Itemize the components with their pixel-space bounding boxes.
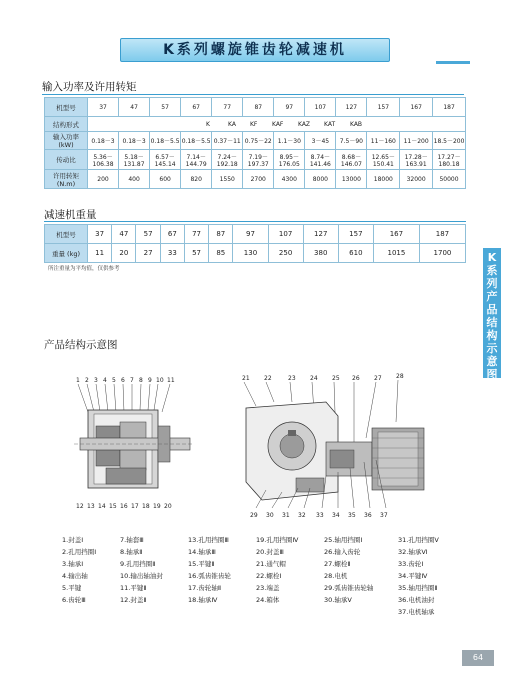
spec-table-power bbox=[44, 97, 466, 189]
table-cell: 37 bbox=[88, 225, 112, 244]
table-cell: 1.1－30 bbox=[274, 132, 305, 150]
side-tab-char: 产 bbox=[486, 290, 498, 303]
part-item: 10.输出轴油封 bbox=[120, 572, 163, 580]
part-item: 23.端盖 bbox=[256, 584, 280, 592]
callouts-bottom bbox=[76, 503, 172, 510]
table-cell: 47 bbox=[119, 98, 150, 117]
part-item: 11.平键Ⅱ bbox=[120, 584, 147, 592]
table-cell: 8.95－176.05 bbox=[274, 150, 305, 170]
table-cell: 127 bbox=[303, 225, 338, 244]
table-cell: 11－160 bbox=[367, 132, 400, 150]
table-cell: 8000 bbox=[305, 170, 336, 189]
table-cell: 27 bbox=[136, 244, 160, 263]
callout-label: 28 bbox=[396, 373, 404, 380]
callout-label: 17 bbox=[131, 503, 139, 510]
table-cell: 7.24－192.18 bbox=[212, 150, 243, 170]
weight-note: 所注重量为平均值，仅供参考 bbox=[48, 266, 120, 272]
part-item: 13.孔用挡圈Ⅲ bbox=[188, 536, 229, 544]
part-item: 20.封盖Ⅲ bbox=[256, 548, 284, 556]
side-tab-char: 图 bbox=[486, 368, 498, 381]
callout-label: 16 bbox=[120, 503, 128, 510]
table-cell: 12.65－150.41 bbox=[367, 150, 400, 170]
table-cell: 11－200 bbox=[400, 132, 433, 150]
table-cell: 250 bbox=[268, 244, 303, 263]
callout-label: 6 bbox=[121, 377, 125, 384]
table-cell: 18.5－200 bbox=[433, 132, 466, 150]
table-cell: 97 bbox=[274, 98, 305, 117]
callout-label: 7 bbox=[130, 377, 134, 384]
callout-label: 15 bbox=[109, 503, 117, 510]
table-row-torque bbox=[45, 170, 466, 189]
side-tab-char: K bbox=[487, 251, 497, 264]
part-item: 9.孔用挡圈Ⅱ bbox=[120, 560, 156, 568]
table-cell: 87 bbox=[243, 98, 274, 117]
table-cell: 5.36－106.38 bbox=[88, 150, 119, 170]
table-cell: 200 bbox=[88, 170, 119, 189]
part-item: 22.螺栓Ⅰ bbox=[256, 572, 282, 580]
table-cell: 57 bbox=[136, 225, 160, 244]
section-title-structure: 产品结构示意图 bbox=[44, 339, 118, 351]
table-cell-forms bbox=[88, 117, 466, 132]
table-row-model bbox=[45, 98, 466, 117]
side-tab-char: 意 bbox=[486, 355, 498, 368]
callout-label: 34 bbox=[332, 512, 340, 519]
table-cell: 0.75－22 bbox=[243, 132, 274, 150]
side-tab-char: 品 bbox=[486, 303, 498, 316]
table-cell: 0.18－3 bbox=[119, 132, 150, 150]
table-cell: 0.37－11 bbox=[212, 132, 243, 150]
part-item: 8.轴承Ⅱ bbox=[120, 548, 143, 556]
form-item: KAF bbox=[272, 120, 284, 128]
parts-column bbox=[324, 534, 373, 606]
part-item: 2.孔用挡圈Ⅰ bbox=[62, 548, 97, 556]
table-cell: 130 bbox=[233, 244, 268, 263]
gearbox-section-drawing bbox=[74, 410, 194, 488]
page-number: 64 bbox=[462, 650, 494, 666]
table-cell: 17.28－163.91 bbox=[400, 150, 433, 170]
table-cell: 400 bbox=[119, 170, 150, 189]
callout-label: 26 bbox=[352, 375, 360, 382]
table-cell: 20 bbox=[112, 244, 136, 263]
part-item: 30.轴承Ⅴ bbox=[324, 596, 352, 604]
table-cell: 1550 bbox=[212, 170, 243, 189]
table-cell: 18000 bbox=[367, 170, 400, 189]
form-item: KAB bbox=[350, 120, 363, 128]
part-item: 25.轴用挡圈Ⅰ bbox=[324, 536, 363, 544]
table-cell: 167 bbox=[400, 98, 433, 117]
part-item: 29.弧齿锥齿轮轴 bbox=[324, 584, 374, 592]
callout-label: 29 bbox=[250, 512, 258, 519]
side-tab-char: 结 bbox=[486, 316, 498, 329]
table-cell: 187 bbox=[433, 98, 466, 117]
part-item: 1.封盖Ⅰ bbox=[62, 536, 84, 544]
gearbox-motor-drawing bbox=[246, 402, 424, 500]
part-item: 34.平键Ⅳ bbox=[398, 572, 428, 580]
callout-label: 36 bbox=[364, 512, 372, 519]
table-cell: 4300 bbox=[274, 170, 305, 189]
table-cell: 50000 bbox=[433, 170, 466, 189]
callout-label: 8 bbox=[139, 377, 143, 384]
table-cell: 127 bbox=[336, 98, 367, 117]
table-cell: 17.27－180.18 bbox=[433, 150, 466, 170]
table-cell: 7.19－197.37 bbox=[243, 150, 274, 170]
part-item: 4.输出轴 bbox=[62, 572, 88, 580]
part-item: 19.孔用挡圈Ⅳ bbox=[256, 536, 299, 544]
part-item: 26.输入齿轮 bbox=[324, 548, 361, 556]
callout-label: 2 bbox=[85, 377, 89, 384]
table-cell: 85 bbox=[209, 244, 233, 263]
part-item: 3.轴承Ⅰ bbox=[62, 560, 84, 568]
callout-label: 13 bbox=[87, 503, 95, 510]
section-divider bbox=[42, 94, 464, 95]
callout-label: 32 bbox=[298, 512, 306, 519]
table-cell: 97 bbox=[233, 225, 268, 244]
part-item: 32.轴承Ⅵ bbox=[398, 548, 428, 556]
callouts-bottom bbox=[250, 512, 388, 519]
callout-label: 23 bbox=[288, 375, 296, 382]
table-cell: 157 bbox=[338, 225, 373, 244]
callout-label: 10 bbox=[156, 377, 164, 384]
callout-label: 31 bbox=[282, 512, 290, 519]
part-item: 27.螺栓Ⅱ bbox=[324, 560, 351, 568]
callout-label: 9 bbox=[148, 377, 152, 384]
callout-label: 19 bbox=[153, 503, 161, 510]
callout-label: 11 bbox=[167, 377, 175, 384]
parts-column bbox=[256, 534, 298, 606]
callout-label: 14 bbox=[98, 503, 106, 510]
part-item: 31.孔用挡圈Ⅴ bbox=[398, 536, 439, 544]
parts-column bbox=[62, 534, 96, 606]
callout-label: 30 bbox=[266, 512, 274, 519]
callout-label: 3 bbox=[94, 377, 98, 384]
part-item: 33.齿轮Ⅰ bbox=[398, 560, 424, 568]
callouts-top bbox=[242, 373, 404, 382]
section-title-input-power: 输入功率及许用转矩 bbox=[42, 81, 137, 93]
table-header-torque: 许用转矩 (N.m) bbox=[45, 170, 88, 189]
table-row-form bbox=[45, 117, 466, 132]
part-item: 5.平键 bbox=[62, 584, 82, 592]
table-cell: 77 bbox=[184, 225, 208, 244]
diagram-cross-section bbox=[66, 372, 196, 512]
form-item: KA bbox=[228, 120, 236, 128]
table-cell: 5.18－131.87 bbox=[119, 150, 150, 170]
callout-label: 18 bbox=[142, 503, 150, 510]
table-cell: 600 bbox=[150, 170, 181, 189]
side-tab-char: 列 bbox=[486, 277, 498, 290]
part-item: 36.电机油封 bbox=[398, 596, 435, 604]
table-row-model bbox=[45, 225, 466, 244]
part-item: 15.平键Ⅱ bbox=[188, 560, 215, 568]
callout-label: 4 bbox=[103, 377, 107, 384]
table-cell: 8.68－146.07 bbox=[336, 150, 367, 170]
table-cell: 33 bbox=[160, 244, 184, 263]
form-item: K bbox=[206, 120, 210, 128]
table-cell: 57 bbox=[150, 98, 181, 117]
side-tab-char: 示 bbox=[486, 342, 498, 355]
page-banner-title: K系列螺旋锥齿轮减速机 bbox=[120, 38, 390, 62]
table-header-power: 输入功率 (kW) bbox=[45, 132, 88, 150]
table-cell: 32000 bbox=[400, 170, 433, 189]
table-row-ratio bbox=[45, 150, 466, 170]
form-item: KF bbox=[250, 120, 258, 128]
table-cell: 107 bbox=[305, 98, 336, 117]
table-cell: 2700 bbox=[243, 170, 274, 189]
callout-label: 1 bbox=[76, 377, 80, 384]
table-header-ratio: 传动比 bbox=[45, 150, 88, 170]
table-cell: 57 bbox=[184, 244, 208, 263]
table-cell: 6.57－145.14 bbox=[150, 150, 181, 170]
table-cell: 0.18－3 bbox=[88, 132, 119, 150]
part-item: 12.封盖Ⅱ bbox=[120, 596, 147, 604]
table-cell: 11 bbox=[88, 244, 112, 263]
table-header-form: 结构形式 bbox=[45, 117, 88, 132]
table-row-weight bbox=[45, 244, 466, 263]
table-row-power bbox=[45, 132, 466, 150]
callout-label: 20 bbox=[164, 503, 172, 510]
table-cell: 8.74－141.46 bbox=[305, 150, 336, 170]
table-cell: 7.5－90 bbox=[336, 132, 367, 150]
callout-label: 37 bbox=[380, 512, 388, 519]
part-item: 7.轴套Ⅲ bbox=[120, 536, 144, 544]
part-item: 28.电机 bbox=[324, 572, 348, 580]
table-cell: 47 bbox=[112, 225, 136, 244]
callout-label: 12 bbox=[76, 503, 84, 510]
table-header-model: 机型号 bbox=[45, 98, 88, 117]
table-cell: 0.18－5.5 bbox=[181, 132, 212, 150]
table-cell: 37 bbox=[88, 98, 119, 117]
side-category-tab bbox=[483, 248, 501, 381]
table-cell: 187 bbox=[419, 225, 465, 244]
callout-label: 33 bbox=[316, 512, 324, 519]
parts-column bbox=[188, 534, 231, 606]
section-divider bbox=[44, 221, 466, 222]
part-item: 14.轴承Ⅲ bbox=[188, 548, 216, 556]
table-cell: 610 bbox=[338, 244, 373, 263]
callout-label: 27 bbox=[374, 375, 382, 382]
parts-column bbox=[398, 534, 439, 618]
table-cell: 1015 bbox=[373, 244, 419, 263]
table-cell: 820 bbox=[181, 170, 212, 189]
table-cell: 107 bbox=[268, 225, 303, 244]
table-cell: 87 bbox=[209, 225, 233, 244]
leader-lines bbox=[78, 384, 170, 412]
form-item: KAT bbox=[324, 120, 336, 128]
table-cell: 157 bbox=[367, 98, 400, 117]
table-cell: 77 bbox=[212, 98, 243, 117]
part-item: 18.轴承Ⅳ bbox=[188, 596, 218, 604]
table-cell: 380 bbox=[303, 244, 338, 263]
side-tab-char: 构 bbox=[486, 329, 498, 342]
callout-label: 25 bbox=[332, 375, 340, 382]
table-cell: 0.18－5.5 bbox=[150, 132, 181, 150]
form-item: KAZ bbox=[298, 120, 311, 128]
part-item: 24.箱体 bbox=[256, 596, 280, 604]
table-cell: 1700 bbox=[419, 244, 465, 263]
callout-label: 21 bbox=[242, 375, 250, 382]
part-item: 37.电机轴承 bbox=[398, 608, 435, 616]
section-title-weight: 减速机重量 bbox=[44, 209, 97, 221]
side-tab-char: 系 bbox=[486, 264, 498, 277]
parts-column bbox=[120, 534, 163, 606]
banner-accent-line bbox=[436, 61, 470, 64]
diagram-gearbox-motor bbox=[226, 372, 446, 522]
table-cell: 7.14－144.79 bbox=[181, 150, 212, 170]
part-item: 6.齿轮Ⅲ bbox=[62, 596, 86, 604]
table-cell: 167 bbox=[373, 225, 419, 244]
table-cell: 3－45 bbox=[305, 132, 336, 150]
part-item: 35.轴用挡圈Ⅱ bbox=[398, 584, 438, 592]
table-cell: 67 bbox=[181, 98, 212, 117]
spec-table-weight bbox=[44, 224, 466, 263]
callout-label: 24 bbox=[310, 375, 318, 382]
callout-label: 5 bbox=[112, 377, 116, 384]
table-header-weight: 重量 (kg) bbox=[45, 244, 88, 263]
part-item: 21.通气帽 bbox=[256, 560, 286, 568]
part-item: 17.齿轮轴Ⅱ bbox=[188, 584, 222, 592]
table-header-model: 机型号 bbox=[45, 225, 88, 244]
callout-label: 22 bbox=[264, 375, 272, 382]
part-item: 16.弧齿锥齿轮 bbox=[188, 572, 231, 580]
callouts-top bbox=[76, 377, 175, 384]
table-cell: 13000 bbox=[336, 170, 367, 189]
table-cell: 67 bbox=[160, 225, 184, 244]
callout-label: 35 bbox=[348, 512, 356, 519]
